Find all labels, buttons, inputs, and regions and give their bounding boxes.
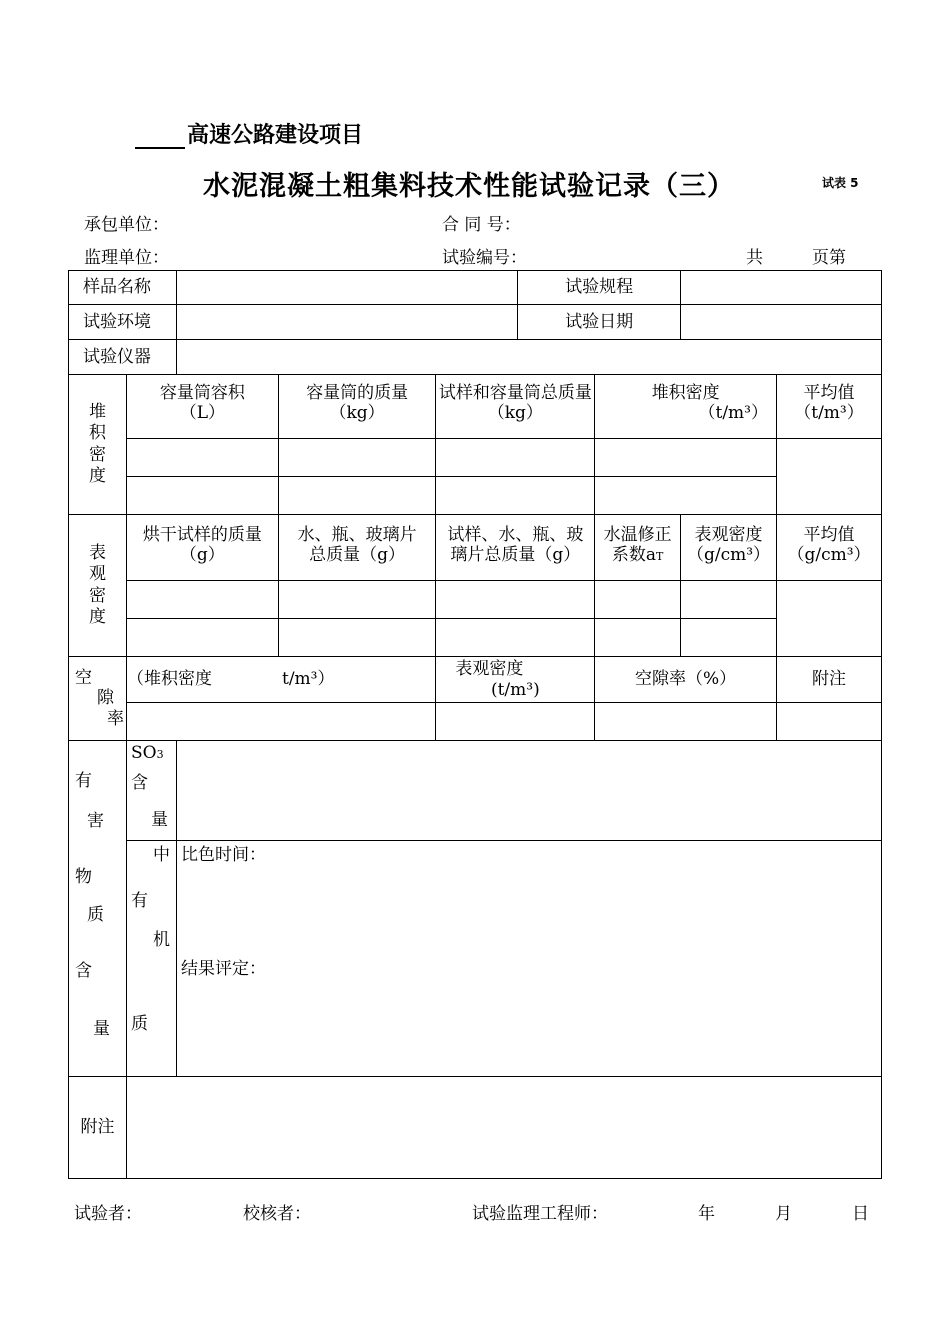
form-number: 试表 5	[822, 176, 859, 190]
sample-name-label: 样品名称	[69, 271, 177, 305]
apparent-r1-temp-factor[interactable]	[595, 581, 681, 619]
test-env-field[interactable]	[176, 305, 517, 340]
void-bulk-density-field[interactable]	[126, 703, 435, 741]
apparent-r2-temp-factor[interactable]	[595, 619, 681, 657]
test-spec-field[interactable]	[681, 271, 882, 305]
test-date-field[interactable]	[681, 305, 882, 340]
so3-content-field[interactable]	[176, 741, 881, 841]
day-label: 日	[852, 1204, 869, 1224]
instrument-field[interactable]	[176, 340, 881, 375]
void-col-apparent-density: 表观密度(t/m³)	[436, 657, 595, 703]
test-date-label: 试验日期	[518, 305, 681, 340]
apparent-col-sample-mass: 试样、水、瓶、玻 璃片总质量（g）	[436, 515, 595, 581]
test-spec-label: 试验规程	[518, 271, 681, 305]
bulk-density-label: 堆积密度	[69, 375, 127, 515]
total-pages-label: 共	[746, 248, 763, 268]
page-no-label: 页第	[812, 248, 846, 268]
project-title: 高速公路建设项目	[135, 118, 363, 149]
apparent-r1-water-mass[interactable]	[278, 581, 436, 619]
harmful-substance-label: 有 害 物 质 含 量	[69, 741, 127, 1077]
organic-matter-label: 中 有 机 质	[126, 841, 176, 1077]
result-label: 结果评定：	[180, 959, 266, 980]
bulk-r2-volume[interactable]	[126, 477, 278, 515]
void-apparent-density-field[interactable]	[436, 703, 595, 741]
sample-name-field[interactable]	[176, 271, 517, 305]
year-label: 年	[698, 1204, 715, 1224]
apparent-r2-water-mass[interactable]	[278, 619, 436, 657]
bulk-col-density: 堆积密度 （t/m³）	[595, 375, 777, 439]
organic-matter-field[interactable]	[176, 841, 881, 1077]
void-remark-field[interactable]	[777, 703, 882, 741]
apparent-r2-dry-mass[interactable]	[126, 619, 278, 657]
bulk-average-field[interactable]	[777, 439, 882, 515]
bulk-r1-cylinder-mass[interactable]	[278, 439, 436, 477]
bulk-r1-volume[interactable]	[126, 439, 278, 477]
test-env-label: 试验环境	[69, 305, 177, 340]
void-ratio-label: 空 隙 率	[69, 657, 127, 741]
project-name-blank	[135, 127, 185, 149]
void-col-remark: 附注	[777, 657, 882, 703]
apparent-density-label: 表观密度	[69, 515, 127, 657]
instrument-label: 试验仪器	[69, 340, 177, 375]
month-label: 月	[775, 1204, 792, 1224]
apparent-col-water-mass: 水、瓶、玻璃片 总质量（g）	[278, 515, 436, 581]
bulk-col-cylinder-mass: 容量筒的质量 （kg）	[278, 375, 436, 439]
bulk-r1-density[interactable]	[595, 439, 777, 477]
apparent-r1-sample-mass[interactable]	[436, 581, 595, 619]
bulk-r2-cylinder-mass[interactable]	[278, 477, 436, 515]
apparent-col-dry-mass: 烘干试样的质量 （g）	[126, 515, 278, 581]
color-time-label: 比色时间：	[180, 845, 266, 865]
apparent-average-field[interactable]	[777, 581, 882, 657]
apparent-r1-dry-mass[interactable]	[126, 581, 278, 619]
void-col-bulk-density: （堆积密度 t/m³）	[126, 657, 435, 703]
remark-field[interactable]	[126, 1077, 881, 1179]
void-ratio-field[interactable]	[595, 703, 777, 741]
checker-label: 校核者：	[243, 1204, 311, 1224]
tester-label: 试验者：	[74, 1204, 142, 1224]
test-no-label: 试验编号：	[442, 248, 527, 268]
apparent-col-average: 平均值 （g/cm³）	[777, 515, 882, 581]
apparent-col-density: 表观密度 （g/cm³）	[681, 515, 777, 581]
engineer-label: 试验监理工程师：	[472, 1204, 608, 1224]
bulk-col-volume: 容量筒容积 （L）	[126, 375, 278, 439]
bulk-col-average: 平均值 （t/m³）	[777, 375, 882, 439]
supervisor-label: 监理单位：	[84, 248, 169, 268]
apparent-r2-sample-mass[interactable]	[436, 619, 595, 657]
bulk-r2-total-mass[interactable]	[436, 477, 595, 515]
contract-no-label: 合 同 号：	[442, 215, 521, 235]
contractor-label: 承包单位：	[84, 215, 169, 235]
apparent-r1-density[interactable]	[681, 581, 777, 619]
remark-label: 附注	[69, 1077, 127, 1179]
void-col-ratio: 空隙率（%）	[595, 657, 777, 703]
form-title: 水泥混凝土粗集料技术性能试验记录（三）	[203, 171, 735, 202]
apparent-col-temp-factor: 水温修正 系数aT	[595, 515, 681, 581]
bulk-r1-total-mass[interactable]	[436, 439, 595, 477]
bulk-col-total-mass: 试样和容量筒总质量 （kg）	[436, 375, 595, 439]
so3-content-label: SO3 含 量	[126, 741, 176, 841]
apparent-r2-density[interactable]	[681, 619, 777, 657]
bulk-r2-density[interactable]	[595, 477, 777, 515]
record-table	[68, 270, 882, 1179]
